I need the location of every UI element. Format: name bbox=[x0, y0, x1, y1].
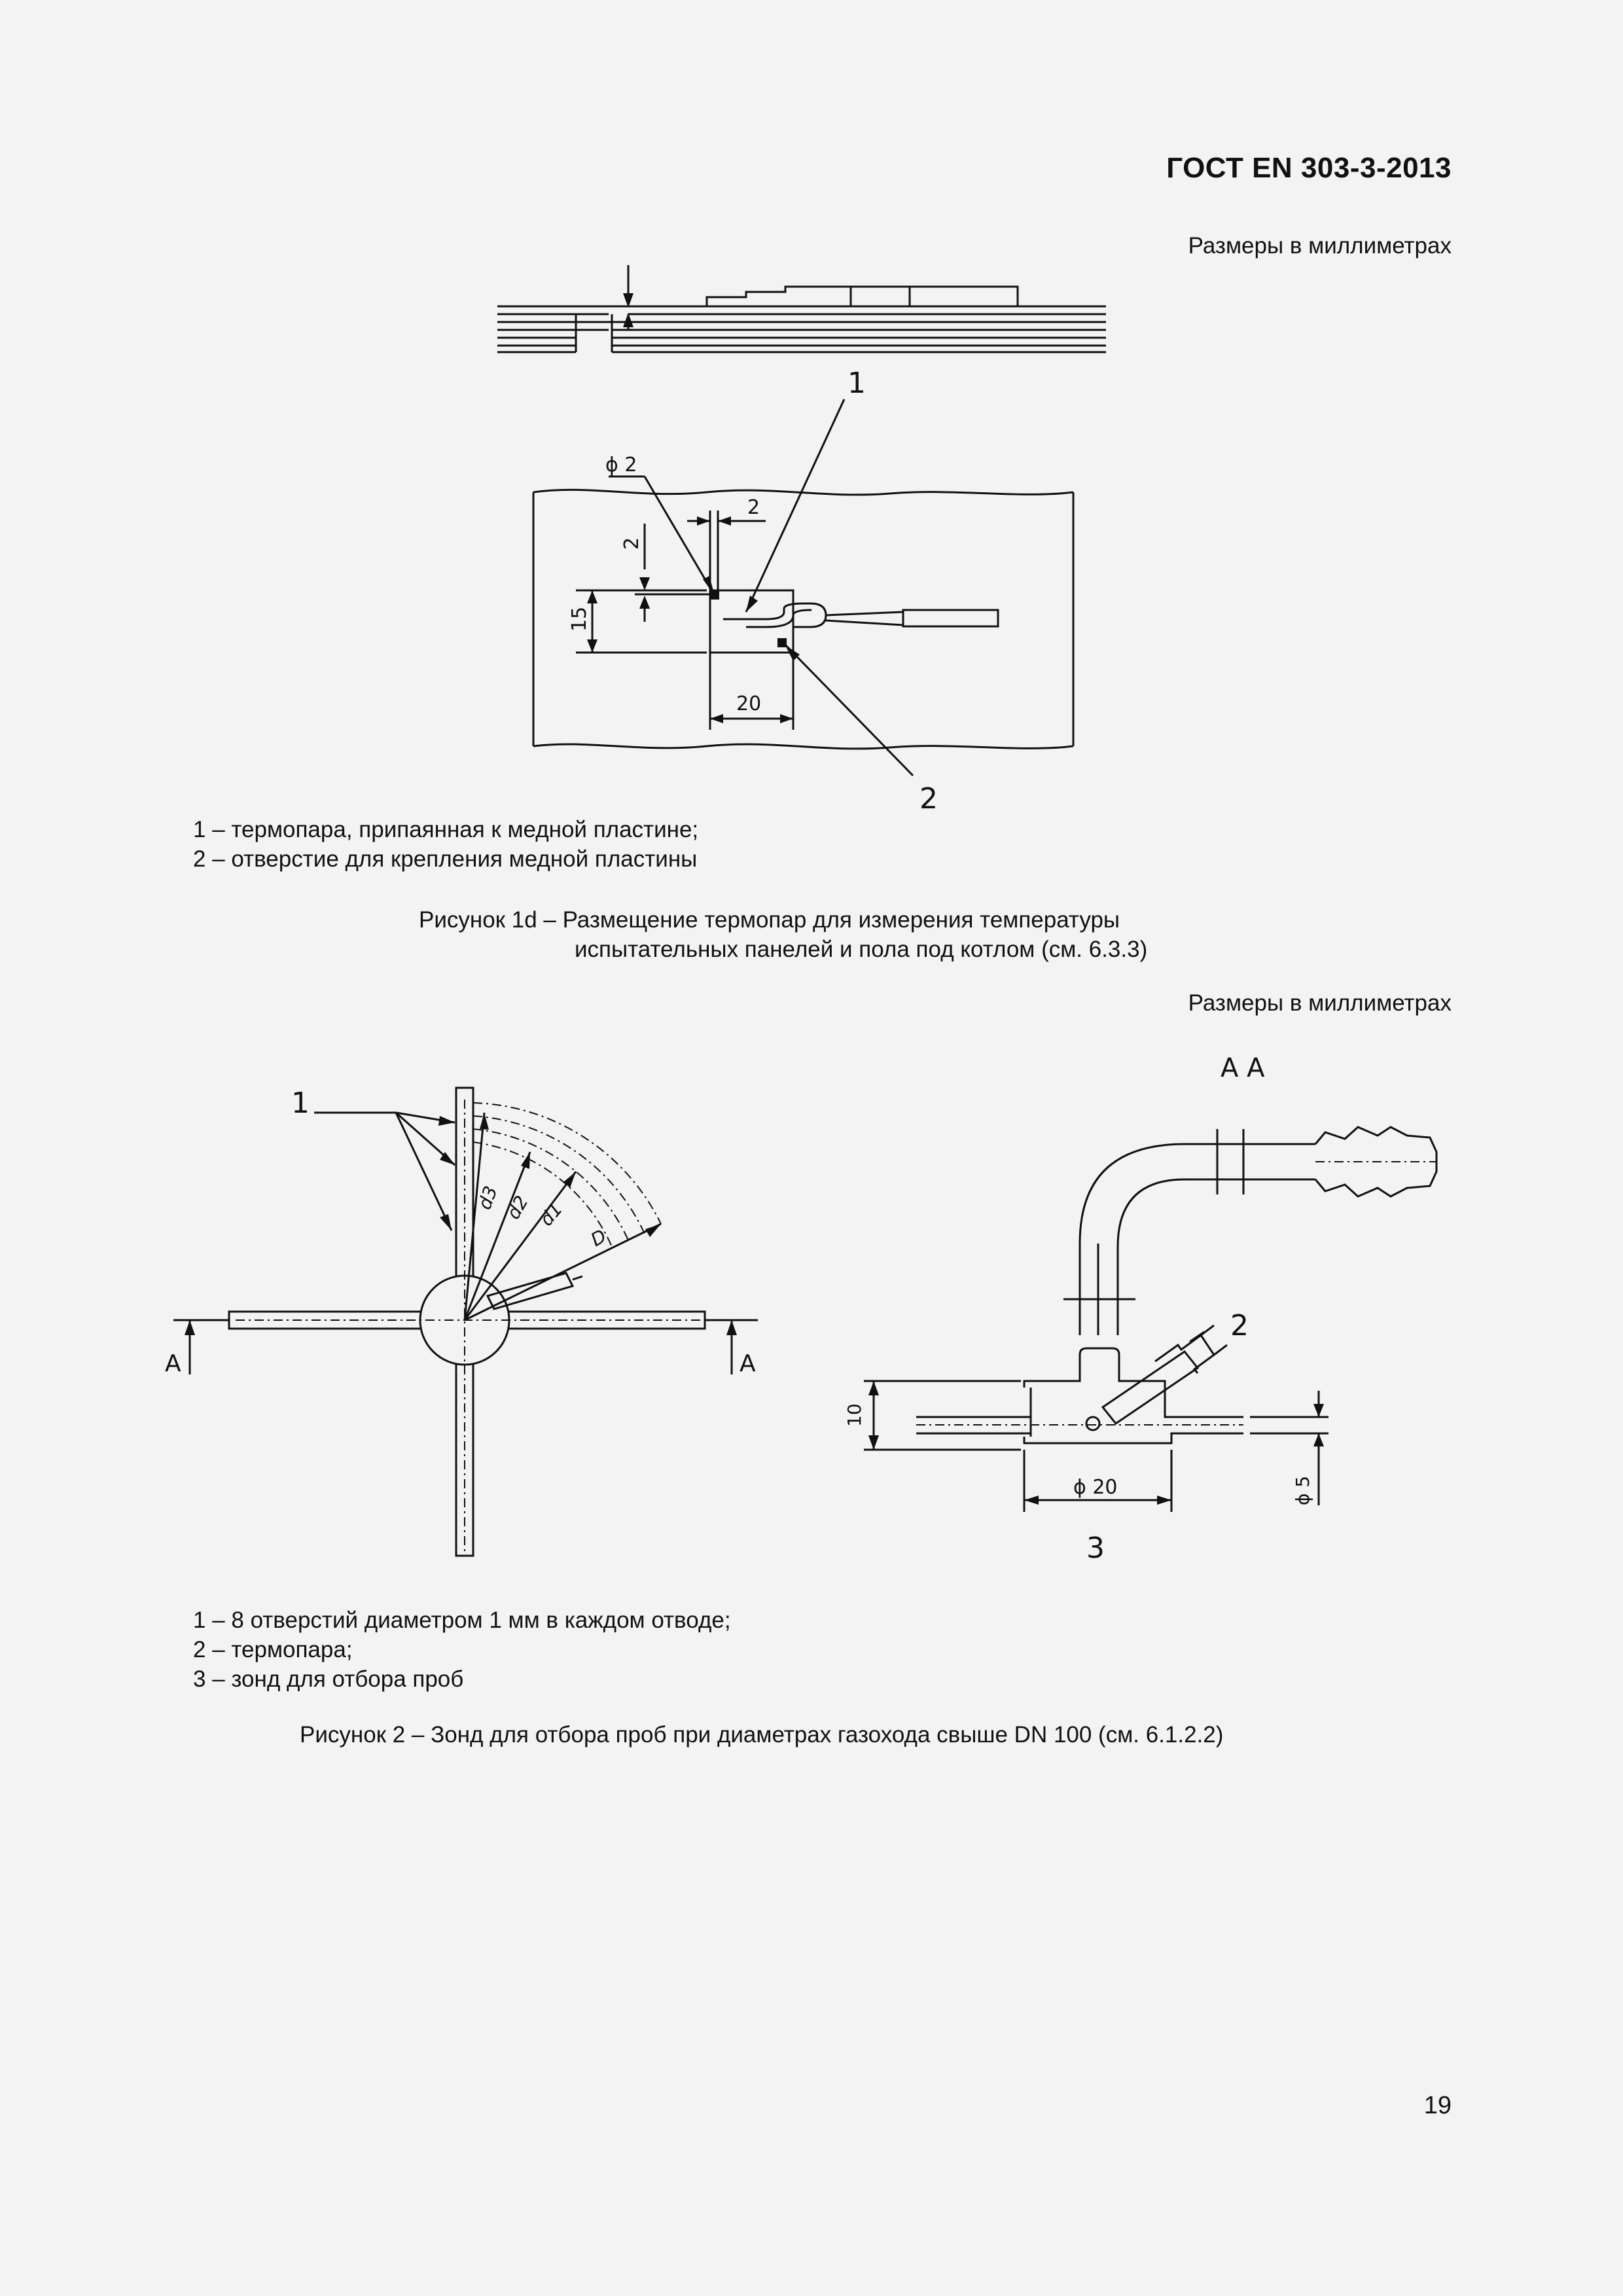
diameter-D: D bbox=[587, 1225, 611, 1251]
fig1d-callout-1: 1 bbox=[847, 367, 866, 400]
diameter-d3: d3 bbox=[473, 1183, 502, 1213]
section-view-label: A A bbox=[1221, 1053, 1265, 1083]
dim-height-10: 10 bbox=[844, 1403, 865, 1427]
fig2-legend-item-2: 2 – термопара; bbox=[193, 1637, 353, 1662]
dim-height-15: 15 bbox=[568, 606, 591, 632]
dim-hole-diameter: ϕ 2 bbox=[605, 454, 637, 476]
fig1d-callout-2: 2 bbox=[919, 782, 938, 816]
dim-offset-y: 2 bbox=[620, 537, 643, 550]
fig1d-caption-line2: испытательных панелей и пола под котлом (см. 6.3.3) bbox=[575, 937, 1148, 962]
fig2-legend-item-1: 1 – 8 отверстий диаметром 1 мм в каждом отводе; bbox=[193, 1607, 731, 1633]
document-code: ГОСТ EN 303-3-2013 bbox=[1166, 152, 1452, 184]
fig2-callout-1: 1 bbox=[291, 1086, 310, 1120]
fig2-legend-item-3: 3 – зонд для отбора проб bbox=[193, 1666, 464, 1692]
fig1d-legend-item-1: 1 – термопара, припаянная к медной пластине; bbox=[193, 817, 699, 842]
section-mark-right: A bbox=[740, 1350, 756, 1377]
dim-offset-x: 2 bbox=[747, 496, 760, 519]
diameter-d1: d1 bbox=[535, 1198, 567, 1230]
page-number: 19 bbox=[1423, 2092, 1452, 2119]
fig1d-legend-item-2: 2 – отверстие для крепления медной пластины bbox=[193, 846, 698, 872]
fig2-caption: Рисунок 2 – Зонд для отбора проб при диаметрах газохода свыше DN 100 (см. 6.1.2.2) bbox=[300, 1722, 1224, 1748]
units-note: Размеры в миллиметрах bbox=[1188, 233, 1452, 259]
fig1d-caption-line1: Рисунок 1d – Размещение термопар для измерения температуры bbox=[419, 907, 1120, 933]
dim-diameter-20: ϕ 20 bbox=[1073, 1476, 1118, 1499]
dim-diameter-5: ϕ 5 bbox=[1292, 1475, 1313, 1505]
section-mark-left: A bbox=[165, 1350, 181, 1377]
dim-width-20: 20 bbox=[736, 692, 762, 715]
diameter-d2: d2 bbox=[502, 1192, 533, 1223]
fig2-callout-2: 2 bbox=[1230, 1309, 1249, 1342]
units-note: Размеры в миллиметрах bbox=[1188, 990, 1452, 1016]
fig2-callout-3: 3 bbox=[1086, 1532, 1105, 1565]
